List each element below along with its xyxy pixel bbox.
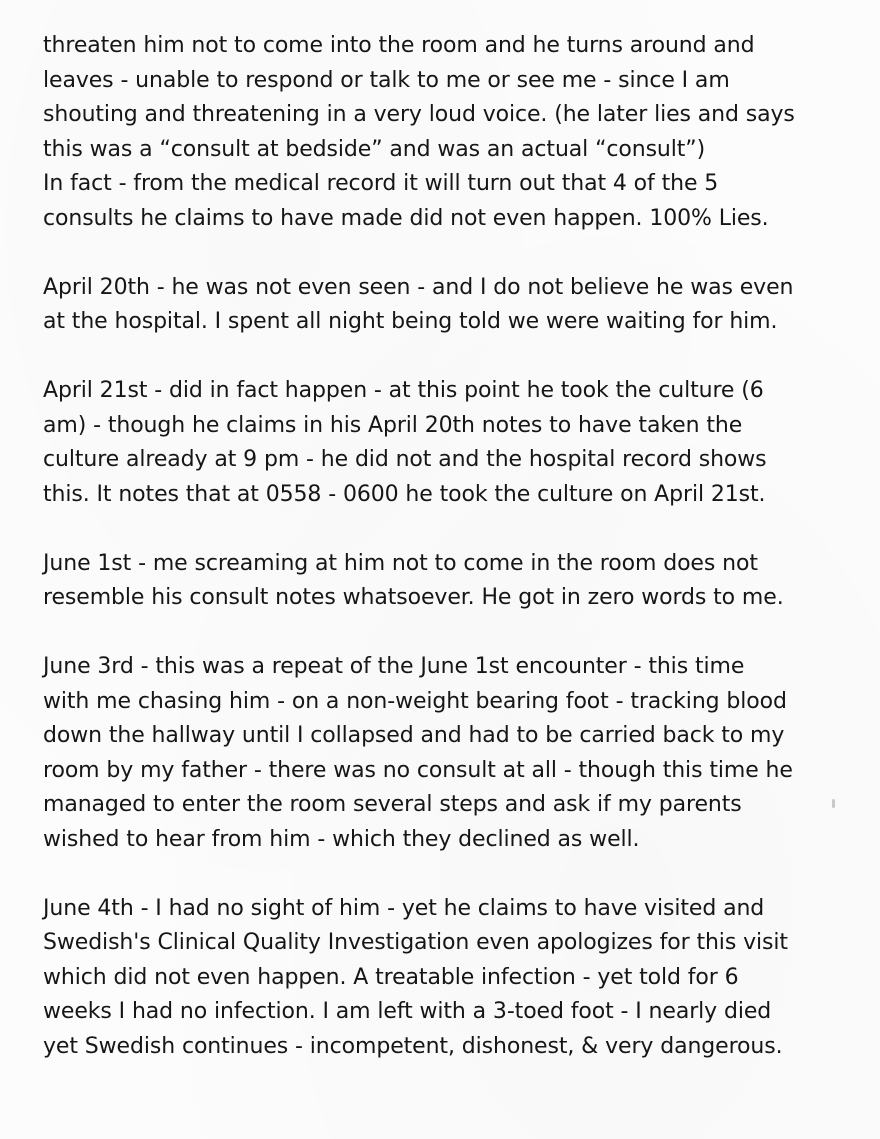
text-line: yet Swedish continues - incompetent, dishonest, & very dangerous. [43, 1033, 783, 1059]
text-line: Swedish's Clinical Quality Investigation even apologizes for this visit [43, 930, 788, 955]
paragraph-april-20 [43, 271, 843, 340]
text-line: weeks I had no infection. I am left with a 3-toed foot - I nearly died [43, 999, 772, 1024]
text-line: at the hospital. I spent all night being told we were waiting for him. [43, 309, 778, 334]
text-line: room by my father - there was no consult at all - though this time he [43, 757, 793, 783]
text-line: down the hallway until I collapsed and had to be carried back to my [43, 723, 785, 748]
text-line: resemble his consult notes whatsoever. He got in zero words to me. [43, 585, 784, 610]
text-line: June 1st - me screaming at him not to come in the room does not [43, 550, 758, 576]
paragraph-consult-context [43, 29, 843, 236]
paragraph-june-4 [43, 892, 843, 1065]
paragraph-june-1 [43, 547, 843, 616]
text-line: which did not even happen. A treatable infection - yet told for 6 [43, 964, 739, 990]
text-line: this. It notes that at 0558 - 0600 he took the culture on April 21st. [43, 481, 766, 507]
text-line: threaten him not to come into the room and he turns around and [43, 33, 755, 58]
text-line: with me chasing him - on a non-weight bearing foot - tracking blood [43, 688, 787, 714]
scan-speck [832, 799, 835, 808]
text-line: April 20th - he was not even seen - and I do not believe he was even [43, 274, 794, 300]
text-line: wished to hear from him - which they declined as well. [43, 826, 640, 852]
text-line: In fact - from the medical record it will turn out that 4 of the 5 [43, 171, 719, 196]
text-line: managed to enter the room several steps and ask if my parents [43, 792, 742, 817]
text-line: this was a “consult at bedside” and was an actual “consult”) [43, 136, 706, 162]
text-line: leaves - unable to respond or talk to me or see me - since I am [43, 67, 730, 93]
text-line: June 3rd - this was a repeat of the June 1st encounter - this time [43, 654, 745, 679]
paragraph-june-3 [43, 650, 843, 857]
text-line: consults he claims to have made did not even happen. 100% Lies. [43, 205, 769, 231]
text-line: April 21st - did in fact happen - at this point he took the culture (6 [43, 378, 764, 403]
text-line: am) - though he claims in his April 20th notes to have taken the [43, 412, 743, 438]
text-line: culture already at 9 pm - he did not and the hospital record shows [43, 447, 767, 472]
paragraph-april-21 [43, 374, 843, 512]
text-line: shouting and threatening in a very loud voice. (he later lies and says [43, 102, 795, 127]
text-line: June 4th - I had no sight of him - yet he claims to have visited and [43, 895, 765, 921]
document-body [43, 29, 843, 1099]
